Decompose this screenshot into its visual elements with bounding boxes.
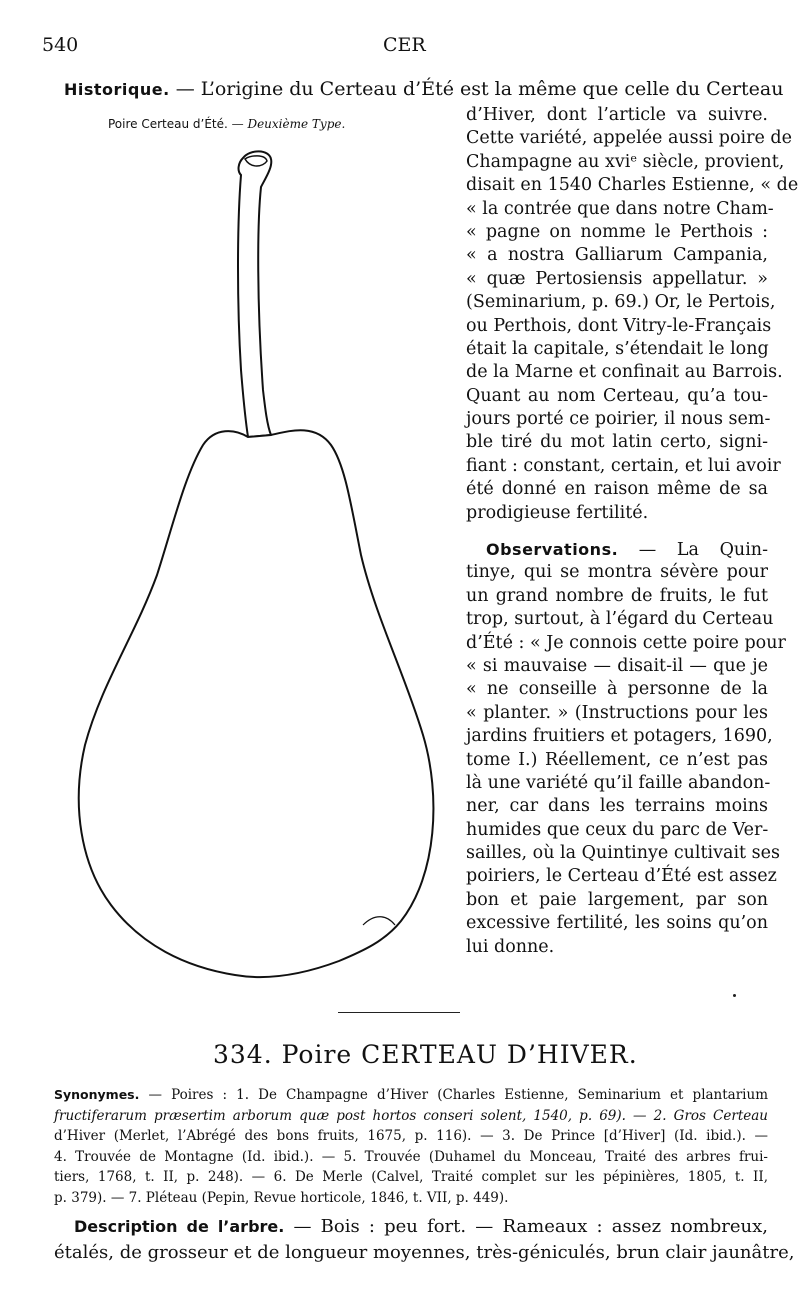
observations-line: poiriers, le Certeau d’Été est assez: [466, 866, 777, 887]
historique-first-line: [64, 78, 784, 100]
observations-first-line: [466, 538, 768, 561]
observations-label: Observations.: [486, 540, 619, 559]
historique-line: (Seminarium, p. 69.) Or, le Pertois,: [466, 292, 776, 313]
figure-caption: [108, 117, 345, 131]
observations-line: ner, car dans les terrains moins: [466, 796, 768, 817]
description-label: Description de l’arbre.: [74, 1217, 285, 1236]
figure-caption-main: Poire Certeau d’Été.: [108, 117, 228, 131]
historique-label: Historique.: [64, 80, 170, 99]
historique-line: disait en 1540 Charles Estienne, « de: [466, 175, 799, 196]
figure-caption-italic: — Deuxième Type.: [227, 117, 346, 131]
synonymes-first-text: — Poires : 1. De Champagne d’Hiver (Charles Estienne, Seminarium et plantarium: [139, 1087, 768, 1103]
observations-line: lui donne.: [466, 936, 555, 957]
pear-illustration: [45, 145, 445, 985]
historique-line: Cette variété, appelée aussi poire de: [466, 128, 792, 149]
observations-line: « ne conseille à personne de la: [466, 679, 768, 700]
observations-line: là une variété qu’il faille abandon-: [466, 772, 771, 793]
observations-line: bon et paie largement, par son: [466, 889, 768, 910]
observations-line: tinye, qui se montra sévère pour: [466, 562, 768, 583]
observations-first-text: — La Quin-: [618, 540, 768, 560]
synonymes-label: Synonymes.: [54, 1087, 140, 1102]
historique-line: était la capitale, s’étendait le long: [466, 338, 769, 359]
observations-line: sailles, où la Quintinye cultivait ses: [466, 843, 780, 864]
description-first-text: — Bois : peu fort. — Rameaux : assez nombreux,: [284, 1216, 768, 1237]
historique-line: été donné en raison même de sa: [466, 479, 768, 500]
pear-body: [79, 430, 434, 977]
historique-line: « a nostra Galliarum Campania,: [466, 245, 768, 266]
synonymes-line: tiers, 1768, t. II, p. 248). — 6. De Merle (Calvel, Traité complet sur les pépinières, 1805, t. II,: [54, 1169, 768, 1185]
stray-dot: [733, 994, 736, 997]
historique-line: ou Perthois, dont Vitry-le-Français: [466, 315, 772, 336]
observations-line: jardins fruitiers et potagers, 1690,: [466, 726, 773, 747]
observations-line: tome I.) Réellement, ce n’est pas: [466, 749, 768, 770]
synonymes-first-line: [54, 1085, 768, 1106]
observations-line: humides que ceux du parc de Ver-: [466, 819, 769, 840]
historique-line: prodigieuse fertilité.: [466, 502, 649, 523]
historique-line: ble tiré du mot latin certo, signi-: [466, 432, 768, 453]
synonymes-line: fructiferarum præsertim arborum quæ post hortos conseri solent, 1540, p. 69). — 2. Gros Certeau: [54, 1107, 768, 1124]
observations-line: trop, surtout, à l’égard du Certeau: [466, 609, 774, 630]
historique-column: [466, 104, 799, 525]
description-first-line: [74, 1214, 768, 1240]
historique-line: Quant au nom Certeau, qu’a tou-: [466, 385, 768, 406]
historique-line: de la Marne et confinait au Barrois.: [466, 362, 783, 383]
synonymes-block: [54, 1085, 768, 1208]
section-divider: [338, 1012, 460, 1013]
section-title: 334. Poire CERTEAU D’HIVER.: [213, 1040, 638, 1069]
historique-line: d’Hiver, dont l’article va suivre.: [466, 105, 768, 125]
running-head: CER: [383, 34, 426, 56]
description-block: [54, 1214, 795, 1266]
observations-line: d’Été : « Je connois cette poire pour: [466, 632, 786, 653]
pear-stem: [238, 151, 271, 437]
synonymes-line: d’Hiver (Merlet, l’Abrégé des bons fruits, 1675, p. 116). — 3. De Prince [d’Hiver] (Id. ibid.). —: [54, 1128, 768, 1144]
observations-line: « planter. » (Instructions pour les: [466, 702, 768, 723]
observations-line: « si mauvaise — disait-il — que je: [466, 655, 768, 676]
historique-line: jours porté ce poirier, il nous sem-: [466, 409, 771, 430]
historique-line: « quæ Pertosiensis appellatur. »: [466, 268, 768, 289]
historique-first-text: — L’origine du Certeau d’Été est la même que celle du Certeau: [169, 78, 784, 100]
synonymes-line: 4. Trouvée de Montagne (Id. ibid.). — 5. Trouvée (Duhamel du Monceau, Traité des arbres frui-: [54, 1148, 768, 1165]
page-number: 540: [42, 34, 79, 56]
observations-column: [466, 538, 786, 959]
historique-line: Champagne au xviᵉ siècle, provient,: [466, 151, 785, 172]
observations-line: excessive fertilité, les soins qu’on: [466, 913, 768, 934]
historique-line: fiant : constant, certain, et lui avoir: [466, 455, 781, 476]
historique-line: « la contrée que dans notre Cham-: [466, 198, 774, 219]
synonymes-line: p. 379). — 7. Pléteau (Pepin, Revue horticole, 1846, t. VII, p. 449).: [54, 1189, 509, 1206]
description-second-line: étalés, de grosseur et de longueur moyennes, très-géniculés, brun clair jaunâtre,: [54, 1242, 795, 1263]
observations-line: un grand nombre de fruits, le fut: [466, 585, 768, 606]
historique-line: « pagne on nomme le Perthois :: [466, 221, 768, 242]
